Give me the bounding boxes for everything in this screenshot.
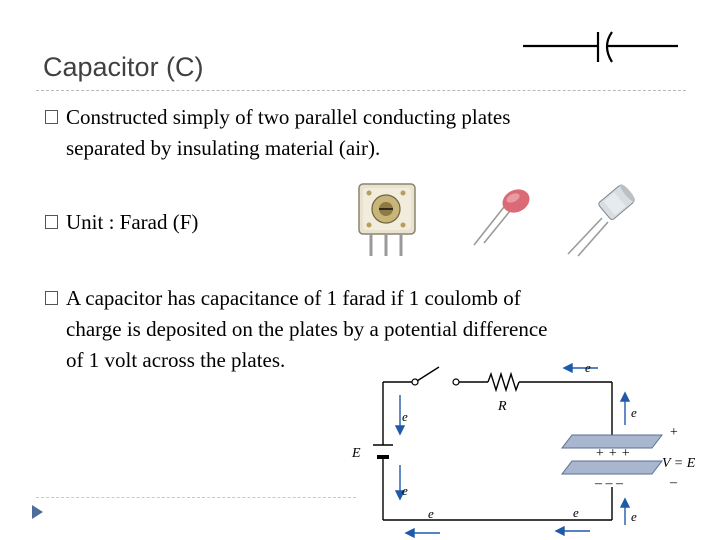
bullet-text: Constructed simply of two parallel conducting plates: [66, 105, 511, 129]
electron-label: e: [402, 409, 408, 424]
trimmer-capacitor-image: [355, 180, 425, 260]
slide-title: Capacitor (C): [43, 52, 204, 82]
title-divider: [36, 90, 686, 91]
bullet-text: Unit : Farad (F): [66, 210, 199, 234]
electron-label: e: [402, 483, 408, 498]
electron-label: e: [573, 505, 579, 520]
bullet-box-icon: [45, 291, 58, 305]
voltage-minus: –: [670, 475, 677, 490]
capacitor-symbol-icon: [520, 28, 680, 68]
plate-minus-charge: – – –: [595, 476, 623, 491]
bullet-text: separated by insulating material (air).: [66, 136, 381, 160]
electron-label: e: [631, 509, 637, 524]
electron-label: e: [585, 360, 591, 375]
bullet-text: of 1 volt across the plates.: [66, 348, 286, 372]
footer-divider: [36, 497, 356, 498]
voltage-label: V = E: [662, 456, 696, 471]
bullet-box-icon: [45, 215, 58, 229]
electron-label: e: [631, 405, 637, 420]
bullet-text: A capacitor has capacitance of 1 farad if 1 coulomb of: [66, 286, 521, 310]
bullet-definition: [45, 102, 685, 164]
charging-circuit-diagram: [340, 355, 720, 540]
ceramic-capacitor-image: [470, 183, 535, 248]
nav-arrow-icon[interactable]: [30, 504, 44, 520]
electrolytic-capacitor-image: [560, 180, 640, 260]
bullet-box-icon: [45, 110, 58, 124]
plate-plus-charge: + + +: [595, 446, 631, 461]
voltage-plus: +: [669, 425, 679, 440]
resistor-label: R: [498, 399, 507, 414]
electron-label: e: [428, 506, 434, 521]
source-label: E: [352, 446, 361, 461]
bullet-text: charge is deposited on the plates by a potential difference: [66, 317, 548, 341]
